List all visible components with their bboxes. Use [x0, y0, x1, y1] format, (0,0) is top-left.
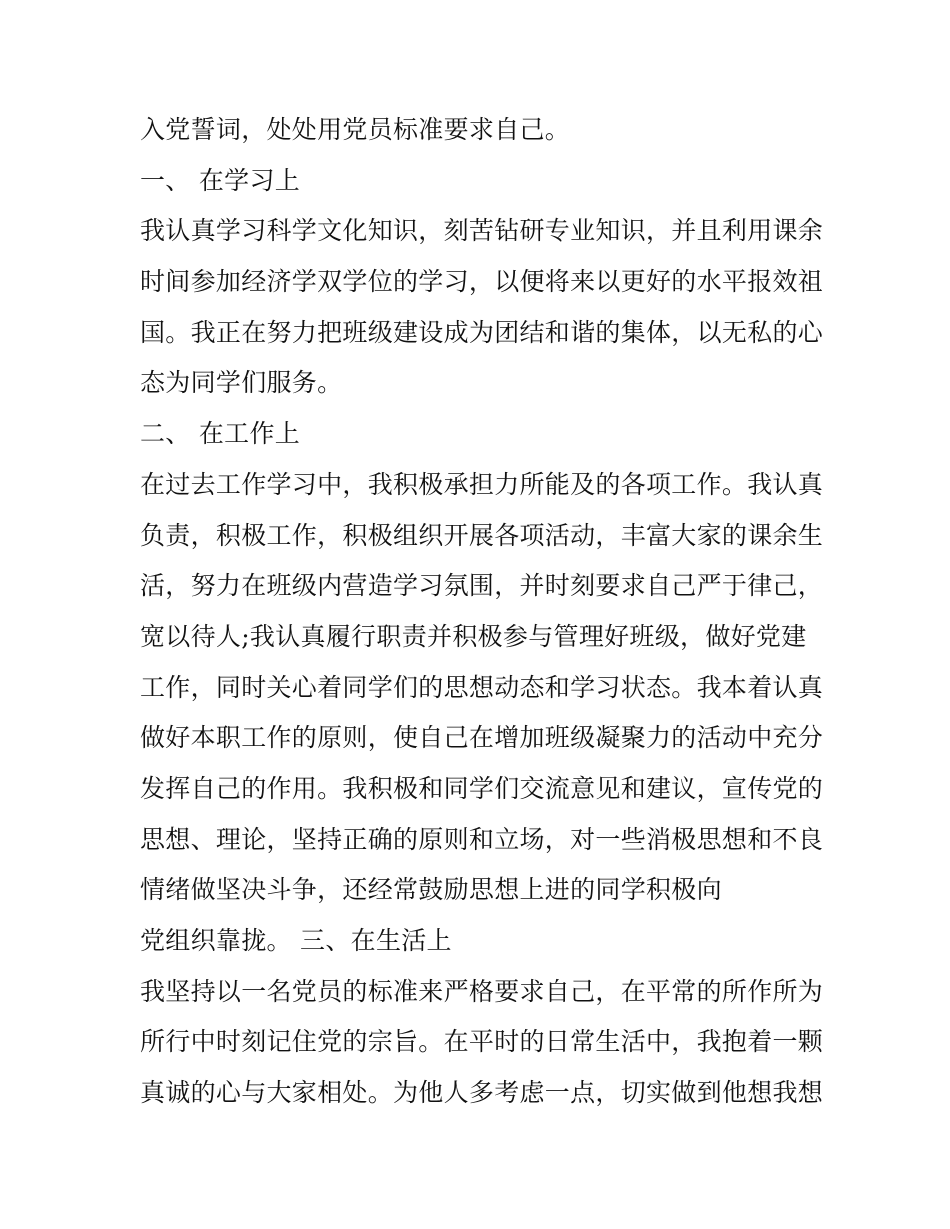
- text-line: 真诚的心与大家相处。为他人多考虑一点，切实做到他想我想: [140, 1078, 824, 1108]
- text-line: 做好本职工作的原则，使自己在增加班级凝聚力的活动中充分: [140, 723, 824, 753]
- text-line: 工作，同时关心着同学们的思想动态和学习状态。我本着认真: [140, 672, 824, 702]
- text-line: 态为同学们服务。: [140, 368, 343, 398]
- text-line: 时间参加经济学双学位的学习，以便将来以更好的水平报效祖: [140, 267, 824, 297]
- text-line: 情绪做坚决斗争，还经常鼓励思想上进的同学积极向: [140, 875, 722, 905]
- text-line: 思想、理论，坚持正确的原则和立场，对一些消极思想和不良: [140, 824, 824, 854]
- text-line: 国。我正在努力把班级建设成为团结和谐的集体，以无私的心: [140, 317, 824, 347]
- text-line: 所行中时刻记住党的宗旨。在平时的日常生活中，我抱着一颗: [140, 1027, 824, 1057]
- text-line: 入党誓词，处处用党员标准要求自己。: [140, 115, 571, 144]
- text-line: 我坚持以一名党员的标准来严格要求自己，在平常的所作所为: [140, 976, 824, 1006]
- text-line: 在过去工作学习中，我积极承担力所能及的各项工作。我认真: [140, 469, 824, 499]
- section-heading-life: 党组织靠拢。 三、在生活上: [140, 926, 452, 955]
- text-line: 活，努力在班级内营造学习氛围，并时刻要求自己严于律己，: [140, 571, 824, 601]
- text-line: 宽以待人;我认真履行职责并积极参与管理好班级，做好党建: [140, 621, 807, 651]
- text-line: 负责，积极工作，积极组织开展各项活动，丰富大家的课余生: [140, 520, 824, 550]
- document-body: [140, 105, 824, 1119]
- text-line: 我认真学习科学文化知识，刻苦钻研专业知识，并且利用课余: [140, 216, 824, 246]
- section-heading-work: 二、 在工作上: [140, 419, 301, 449]
- text-line: 发挥自己的作用。我积极和同学们交流意见和建议，宣传党的: [140, 773, 824, 803]
- section-heading-study: 一、 在学习上: [140, 165, 301, 195]
